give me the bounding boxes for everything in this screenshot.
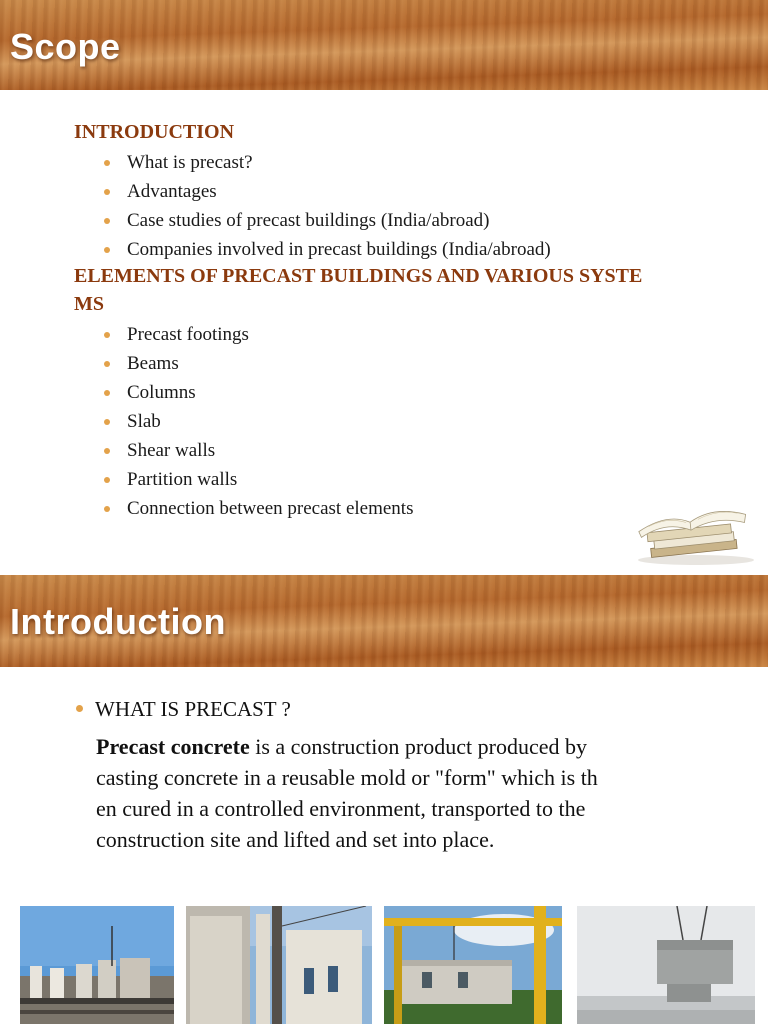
list-item: What is precast? — [104, 148, 551, 177]
list-item: Beams — [104, 349, 413, 378]
bullet-dot — [104, 390, 110, 396]
bullet-dot — [104, 218, 110, 224]
bullet-dot — [104, 247, 110, 253]
definition-paragraph — [96, 731, 736, 855]
bullet-dot — [104, 448, 110, 454]
slide-title: Scope — [10, 26, 121, 67]
bullet-dot — [104, 477, 110, 483]
slide-title: Introduction — [10, 601, 226, 642]
bullet-dot — [104, 419, 110, 425]
list-item: Shear walls — [104, 436, 413, 465]
section-heading-line: ELEMENTS OF PRECAST BUILDINGS AND VARIOUS SYSTE — [74, 265, 643, 287]
bullet-dot — [104, 189, 110, 195]
section-heading-introduction: INTRODUCTION — [74, 121, 235, 143]
wood-banner — [0, 0, 768, 90]
bullet-dot — [104, 361, 110, 367]
list-item: Advantages — [104, 177, 551, 206]
bullet-dot — [104, 160, 110, 166]
construction-photo-4 — [577, 906, 755, 1024]
section-heading-line: MS — [74, 293, 104, 315]
paragraph-line: en cured in a controlled environment, transported to the — [96, 796, 586, 821]
bullet-dot — [104, 332, 110, 338]
list-item: Case studies of precast buildings (India/abroad) — [104, 206, 551, 235]
paragraph-line: construction site and lifted and set into place. — [96, 827, 495, 852]
bold-term: Precast concrete — [96, 734, 250, 759]
section-heading-elements — [74, 262, 734, 318]
list-item: Slab — [104, 407, 413, 436]
list-item: Columns — [104, 378, 413, 407]
list-item: Partition walls — [104, 465, 413, 494]
list-item: Precast footings — [104, 320, 413, 349]
list-item: Companies involved in precast buildings (India/abroad) — [104, 235, 551, 264]
wood-banner — [0, 575, 768, 667]
paragraph-line: Precast concrete is a construction product produced by — [96, 734, 587, 759]
construction-photo-3 — [384, 906, 562, 1024]
construction-photo-1 — [20, 906, 174, 1024]
bullet-dot — [76, 705, 83, 712]
books-icon — [630, 500, 756, 566]
introduction-list — [104, 148, 551, 264]
question-bullet: WHAT IS PRECAST ? — [76, 697, 291, 722]
bullet-dot — [104, 506, 110, 512]
paragraph-line: casting concrete in a reusable mold or "form" which is th — [96, 765, 598, 790]
slide-introduction — [0, 575, 768, 1024]
elements-list — [104, 320, 413, 523]
list-item: Connection between precast elements — [104, 494, 413, 523]
construction-photo-2 — [186, 906, 372, 1024]
